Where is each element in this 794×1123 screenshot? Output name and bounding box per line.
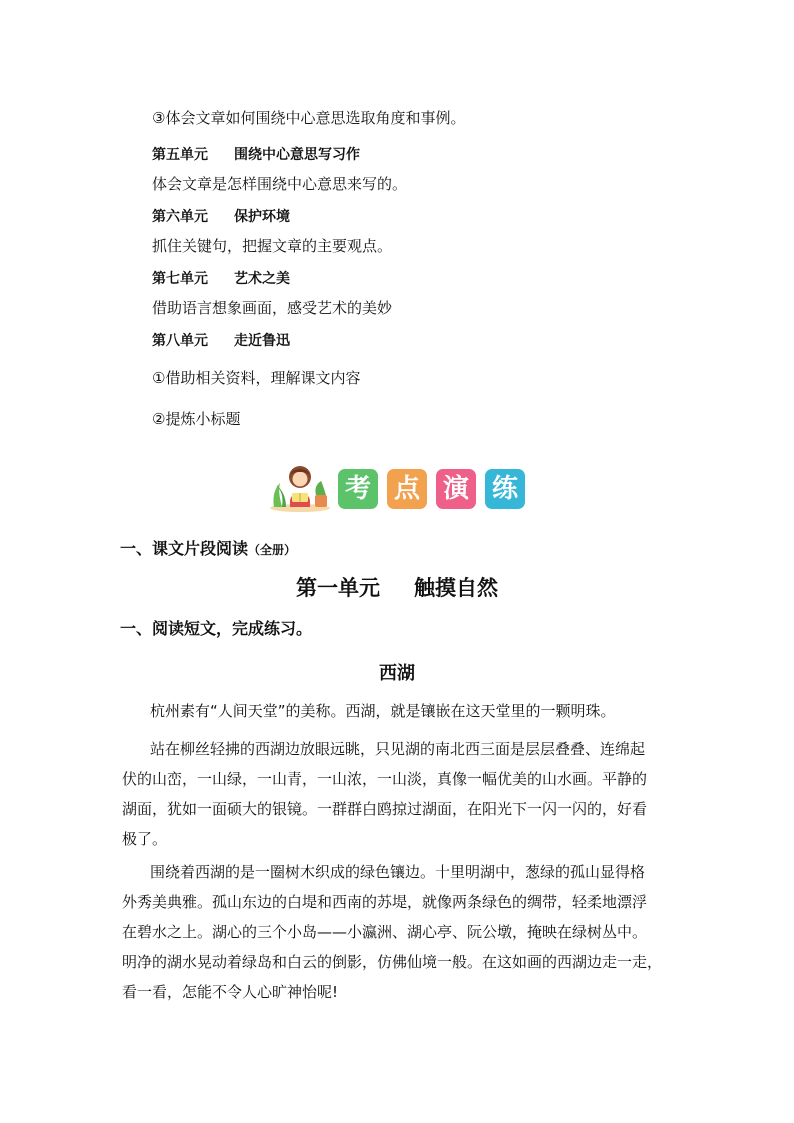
unit8-item1: ①借助相关资料，理解课文内容 [152, 369, 361, 387]
paragraph-line: 围绕着西湖的是一圈树木织成的绿色镶边。十里明湖中，葱绿的孤山显得格 [150, 863, 646, 881]
paragraph-line: 站在柳丝轻拂的西湖边放眼远眺，只见湖的南北西三面是层层叠叠、连绵起 [150, 740, 646, 758]
unit7-title [152, 268, 290, 288]
unit5-theme: 围绕中心意思写习作 [234, 147, 360, 163]
unit8-title [152, 330, 290, 350]
paragraph-line: 外秀美典雅。孤山东边的白堤和西南的苏堤，就像两条绿色的绸带，轻柔地漂浮 [122, 893, 648, 911]
banner-tile-3: 演 [436, 469, 476, 509]
banner-tile-4: 练 [485, 469, 525, 509]
unit7-number: 第七单元 [152, 271, 208, 287]
unit5-number: 第五单元 [152, 147, 208, 163]
paragraph-line: 在碧水之上。湖心的三个小岛——小瀛洲、湖心亭、阮公墩，掩映在绿树丛中。 [122, 923, 648, 941]
task-heading: 一、阅读短文，完成练习。 [120, 619, 313, 638]
unit8-theme: 走近鲁迅 [234, 333, 290, 349]
unit5-desc: 体会文章是怎样围绕中心意思来写的。 [152, 175, 408, 193]
unit6-number: 第六单元 [152, 209, 208, 225]
unit8-number: 第八单元 [152, 333, 208, 349]
unit6-title [152, 206, 290, 226]
paragraph-line: 杭州素有“人间天堂”的美称。西湖，就是镶嵌在这天堂里的一颗明珠。 [150, 702, 616, 720]
banner-tile-2: 点 [387, 469, 427, 509]
paragraph-line: 伏的山峦，一山绿，一山青，一山浓，一山淡，真像一幅优美的山水画。平静的 [122, 770, 648, 788]
banner-tile-1: 考 [338, 469, 378, 509]
paragraph-line: 看一看，怎能不令人心旷神怡呢! [122, 983, 339, 1001]
unit-title [0, 572, 794, 602]
article-paragraph-1 [150, 696, 690, 726]
article-title: 西湖 [379, 663, 415, 684]
article-paragraph-2 [122, 734, 687, 854]
unit7-desc: 借助语言想象画面，感受艺术的美妙 [152, 299, 393, 317]
section-heading-text: 一、课文片段阅读 [120, 539, 249, 558]
article-paragraph-3 [122, 857, 687, 1007]
unit5-title [152, 144, 360, 164]
paragraph-line: 湖面，犹如一面硕大的银镜。一群群白鸥掠过湖面，在阳光下一闪一闪的，好看 [122, 800, 648, 818]
unit8-item2: ②提炼小标题 [152, 410, 241, 428]
section-heading [120, 536, 296, 559]
unit-title-theme: 触摸自然 [414, 576, 498, 600]
girl-reading-illustration [268, 461, 332, 513]
unit6-theme: 保护环境 [234, 209, 290, 225]
section-banner [268, 461, 528, 513]
section-heading-note: （全册） [248, 543, 297, 557]
objective-unit4-item3: ③体会文章如何围绕中心意思选取角度和事例。 [152, 109, 466, 127]
unit7-theme: 艺术之美 [234, 271, 290, 287]
paragraph-line: 明净的湖水晃动着绿岛和白云的倒影，仿佛仙境一般。在这如画的西湖边走一走， [122, 953, 663, 971]
unit-title-number: 第一单元 [296, 576, 380, 600]
paragraph-line: 极了。 [122, 830, 168, 848]
unit6-desc: 抓住关键句，把握文章的主要观点。 [152, 237, 393, 255]
